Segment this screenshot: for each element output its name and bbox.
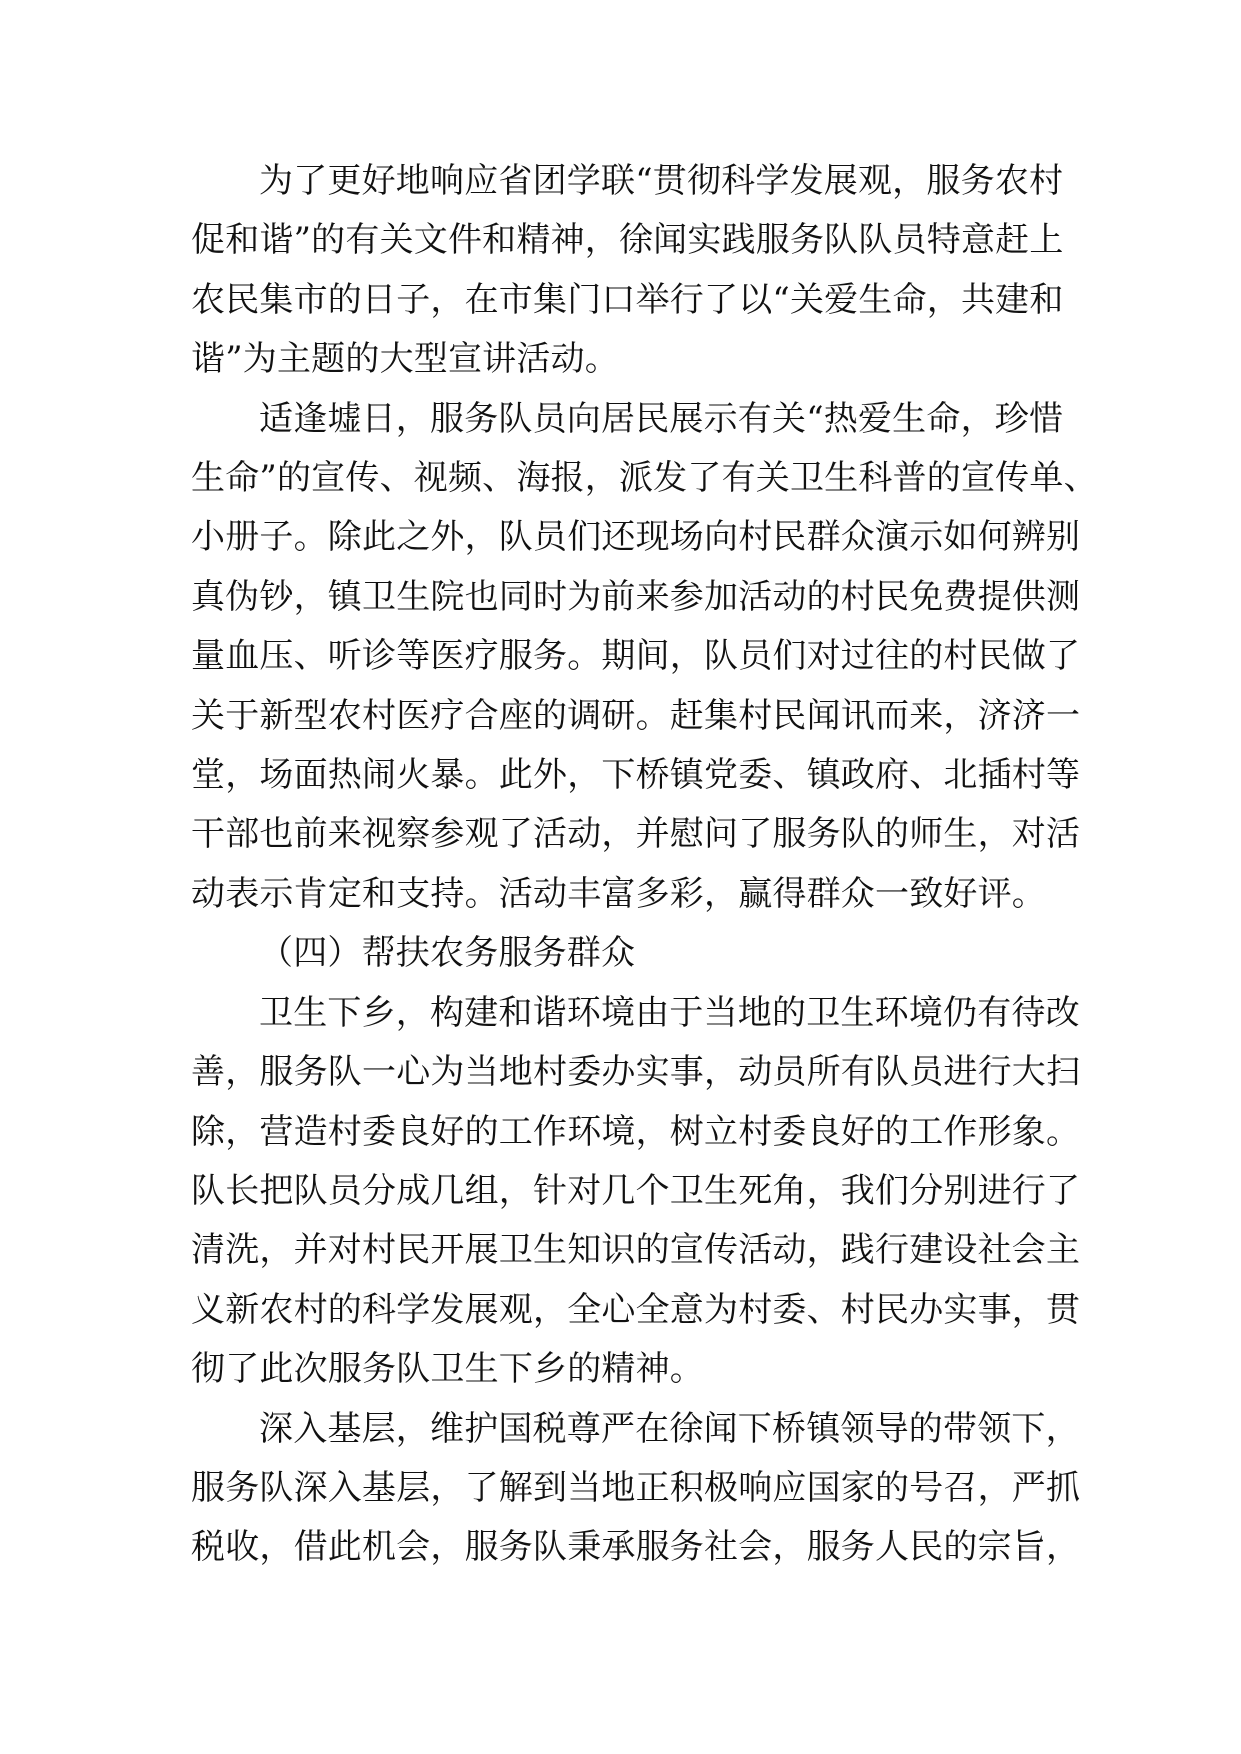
document-body [191,152,1098,1578]
section-heading [191,924,1075,983]
text-line: 为了更好地响应省团学联“贯彻科学发展观，服务农村 [259,161,1064,201]
text-line: 卫生下乡，构建和谐环境由于当地的卫生环境仍有待改 [259,992,1080,1033]
text-line: 促和谐”的有关文件和精神，徐闻实践服务队队员特意赶上 [191,220,1064,261]
paragraph-3 [191,984,1081,1400]
text-line: 生命”的宣传、视频、海报，派发了有关卫生科普的宣传单、 [191,458,1098,499]
text-line: 适逢墟日，服务队员向居民展示有关“热爱生命，珍惜 [259,398,1064,439]
text-line: 量血压、听诊等医疗服务。期间，队员们对过往的村民做了 [191,636,1081,677]
text-line: 堂，场面热闹火暴。此外，下桥镇党委、镇政府、北插村等 [191,755,1081,796]
text-line: 深入基层，维护国税尊严在徐闻下桥镇领导的带领下， [259,1408,1080,1449]
text-line: 关于新型农村医疗合座的调研。赶集村民闻讯而来，济济一 [191,695,1081,736]
text-line: 动表示肯定和支持。活动丰富多彩，赢得群众一致好评。 [191,873,1046,914]
section-heading-text: （四）帮扶农务服务群众 [259,933,636,974]
text-line: 农民集市的日子，在市集门口举行了以“关爱生命，共建和 [191,279,1064,320]
text-line: 干部也前来视察参观了活动，并慰问了服务队的师生，对活 [191,814,1081,855]
text-line: 小册子。除此之外，队员们还现场向村民群众演示如何辨别 [191,517,1081,558]
paragraph-4 [191,1400,1081,1578]
text-line: 彻了此次服务队卫生下乡的精神。 [191,1349,704,1390]
text-line: 义新农村的科学发展观，全心全意为村委、村民办实事，贯 [191,1289,1081,1330]
text-line: 队长把队员分成几组，针对几个卫生死角，我们分别进行了 [191,1170,1081,1211]
paragraph-1 [191,152,1075,390]
text-line: 服务队深入基层，了解到当地正积极响应国家的号召，严抓 [191,1467,1081,1508]
text-line: 税收，借此机会，服务队秉承服务社会，服务人民的宗旨， [191,1527,1081,1568]
paragraph-2 [191,390,1098,925]
text-line: 谐”为主题的大型宣讲活动。 [191,339,619,380]
text-line: 善，服务队一心为当地村委办实事，动员所有队员进行大扫 [191,1052,1081,1093]
text-line: 真伪钞，镇卫生院也同时为前来参加活动的村民免费提供测 [191,576,1081,617]
text-line: 清洗，并对村民开展卫生知识的宣传活动，践行建设社会主 [191,1230,1081,1271]
text-line: 除，营造村委良好的工作环境，树立村委良好的工作形象。 [191,1111,1081,1152]
